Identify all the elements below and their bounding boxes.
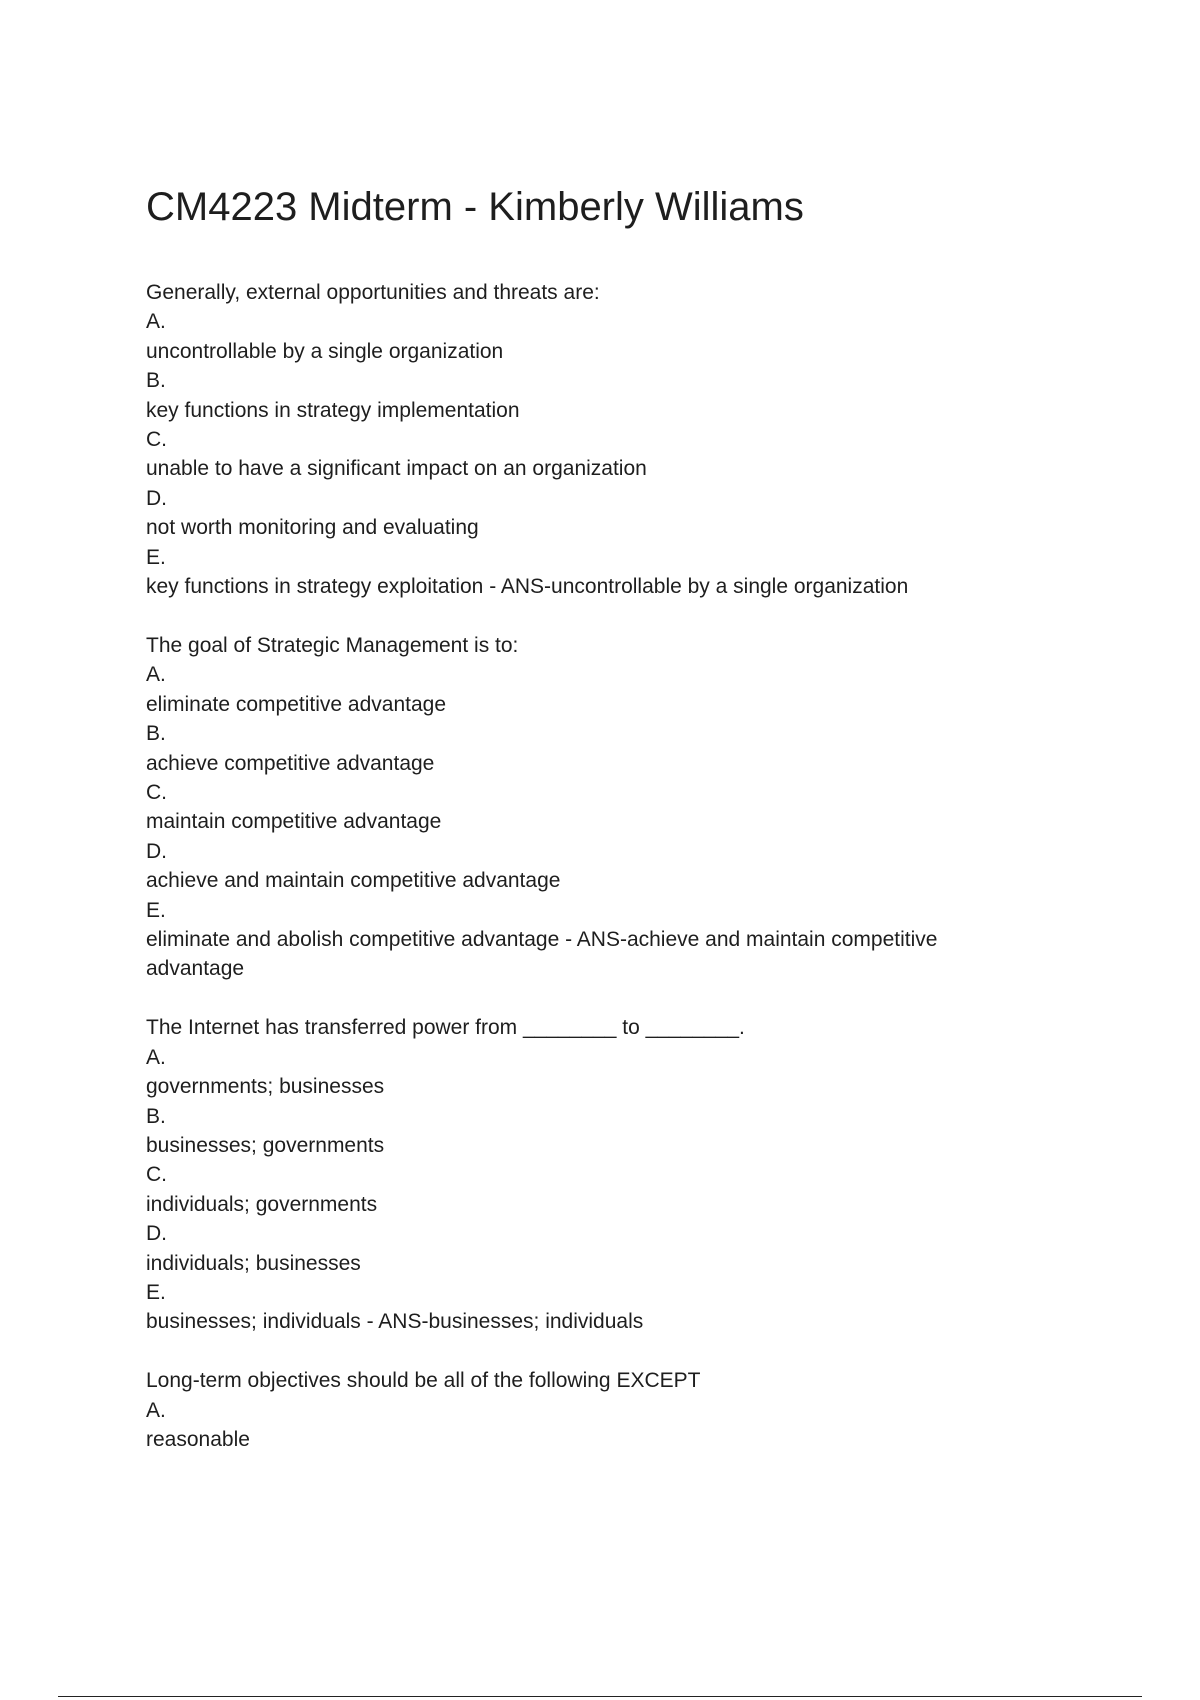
footer-divider <box>58 1696 1142 1697</box>
question-3 <box>146 1013 1026 1336</box>
option-text: eliminate competitive advantage <box>146 692 447 716</box>
option-letter: A. <box>146 1398 166 1422</box>
option-letter: A. <box>146 310 166 334</box>
option-letter: B. <box>146 722 166 746</box>
option-letter: B. <box>146 369 166 393</box>
option-text: reasonable <box>146 1428 250 1452</box>
question-4 <box>146 1366 1026 1454</box>
question-prompt: Long-term objectives should be all of the following EXCEPT <box>146 1369 701 1393</box>
option-text: businesses; governments <box>146 1133 385 1157</box>
option-letter: E. <box>146 1281 166 1304</box>
option-letter: B. <box>146 1104 166 1128</box>
option-text: achieve competitive advantage <box>146 751 435 775</box>
option-letter: C. <box>146 781 167 804</box>
option-text: unable to have a significant impact on an organization <box>146 457 647 481</box>
option-text-with-answer: businesses; individuals - ANS-businesses; individuals <box>146 1310 644 1334</box>
option-letter: D. <box>146 1222 167 1246</box>
option-letter: A. <box>146 663 166 687</box>
option-text-with-answer: eliminate and abolish competitive advantage - ANS-achieve and maintain competitive advantage <box>146 928 938 981</box>
question-prompt: Generally, external opportunities and threats are: <box>146 281 600 304</box>
option-letter: E. <box>146 545 166 569</box>
question-list <box>146 278 1026 1484</box>
option-letter: C. <box>146 428 167 452</box>
option-text: individuals; businesses <box>146 1251 361 1275</box>
option-letter: D. <box>146 486 167 510</box>
question-2 <box>146 631 1026 984</box>
option-letter: E. <box>146 898 166 922</box>
option-text-with-answer: key functions in strategy exploitation - ANS-uncontrollable by a single organization <box>146 575 909 599</box>
option-text: maintain competitive advantage <box>146 810 442 834</box>
option-text: not worth monitoring and evaluating <box>146 516 479 540</box>
question-prompt: The Internet has transferred power from ________ to ________. <box>146 1016 745 1040</box>
option-text: achieve and maintain competitive advantage <box>146 869 561 893</box>
option-text: uncontrollable by a single organization <box>146 339 504 363</box>
option-letter: D. <box>146 839 167 863</box>
option-text: key functions in strategy implementation <box>146 398 520 422</box>
option-text: governments; businesses <box>146 1075 385 1099</box>
question-prompt: The goal of Strategic Management is to: <box>146 633 519 657</box>
option-letter: C. <box>146 1163 167 1187</box>
question-1 <box>146 278 1026 601</box>
page-title: CM4223 Midterm - Kimberly Williams <box>146 185 804 229</box>
option-text: individuals; governments <box>146 1192 378 1216</box>
option-letter: A. <box>146 1045 166 1069</box>
